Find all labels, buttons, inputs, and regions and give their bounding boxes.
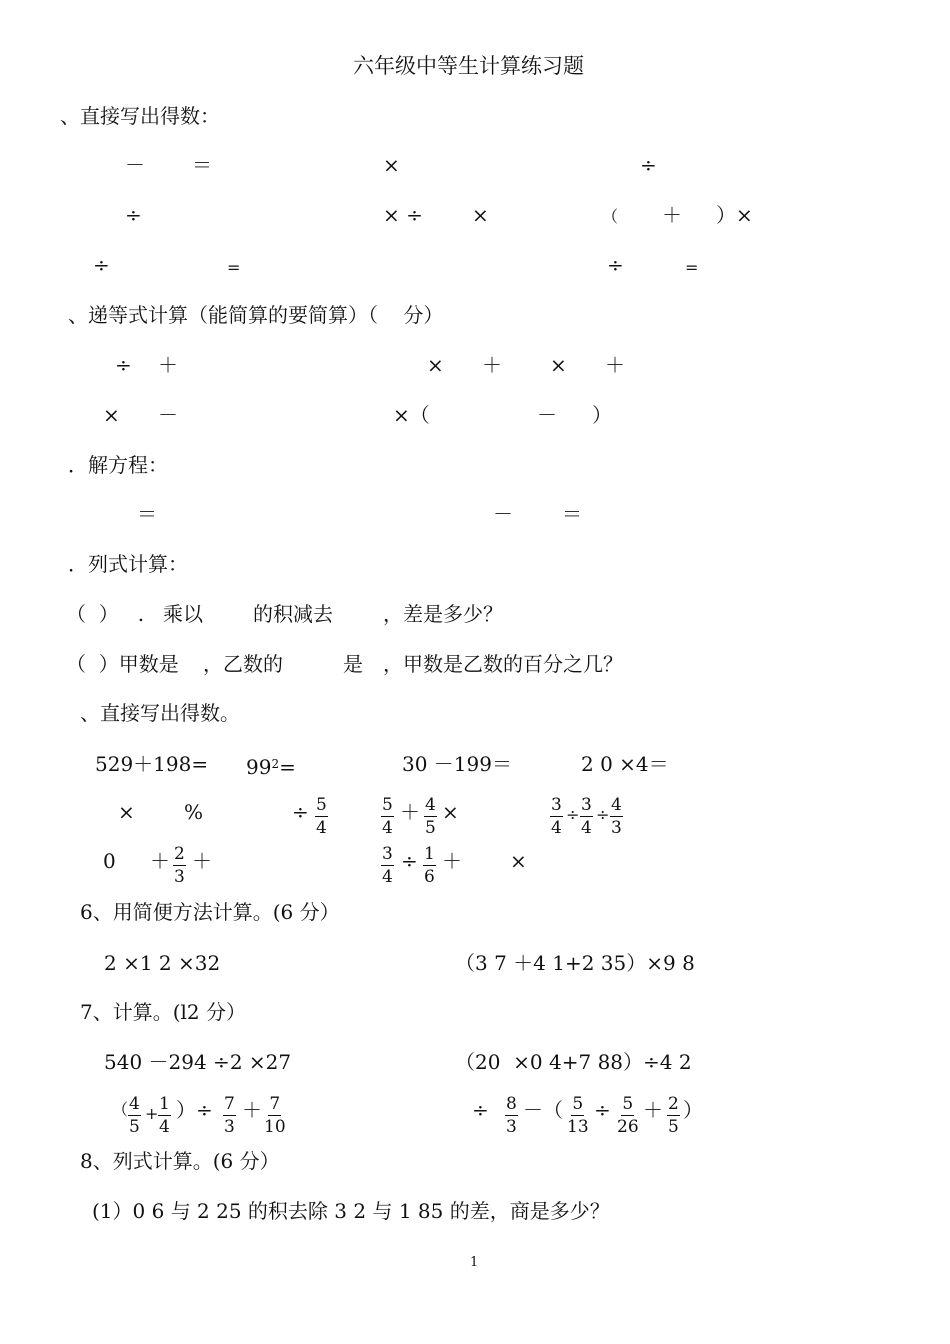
fraction: $\frac{1}{6}$ — [424, 844, 435, 887]
expr-symbol: ÷ — [640, 153, 657, 177]
fraction: $\frac{4}{5}$ — [425, 795, 436, 838]
expression: $99^2=$ — [246, 755, 296, 779]
section-8-heading: 8、列式计算。(6 分） — [80, 1149, 280, 1173]
expr-symbol: × — [103, 403, 120, 427]
fraction: $\frac{2}{5}$ — [668, 1094, 679, 1137]
expr-symbol: ＋ — [400, 800, 420, 824]
expr-symbol: ） — [592, 403, 612, 427]
section-3-heading: ．解方程： — [68, 453, 168, 477]
fraction: $\frac{4}{3}$ — [611, 795, 622, 838]
expr-symbol: －（ — [523, 1098, 563, 1122]
expr-symbol: ＋ — [192, 849, 212, 873]
expr-symbol: 0 — [103, 849, 116, 873]
expression: （20 ×0 4+7 88）÷4 2 — [455, 1050, 692, 1074]
expr-symbol: ＋ — [643, 1098, 663, 1122]
expr-symbol: （ — [602, 207, 619, 226]
fraction: $\frac{2}{3}$ — [174, 844, 185, 887]
word-problem-text: ，乙数的 — [203, 652, 283, 676]
page-number: 1 — [470, 1255, 479, 1270]
expr-symbol: ＋ — [158, 353, 178, 377]
expr-symbol: （ — [112, 1100, 129, 1119]
expr-symbol: × — [427, 353, 444, 377]
section-6-heading: 6、用简便方法计算。(6 分） — [80, 900, 340, 924]
expr-symbol: ＋ — [442, 849, 462, 873]
expr-symbol: ÷ — [566, 805, 580, 824]
fraction: $\frac{8}{3}$ — [506, 1094, 517, 1137]
expr-symbol: × — [118, 800, 135, 824]
word-problem-text: 的积减去 — [253, 602, 333, 626]
word-problem-text: （ ） . — [66, 602, 145, 626]
expr-symbol: = — [685, 258, 699, 277]
expr-symbol: ÷ — [93, 253, 110, 277]
expr-symbol: － — [158, 403, 178, 427]
expr-symbol: ×（ — [393, 403, 430, 427]
expression: 529＋198= — [95, 752, 209, 776]
expr-symbol: － — [125, 153, 145, 177]
expr-symbol: × — [550, 353, 567, 377]
expr-symbol: ＋ — [150, 849, 170, 873]
section-7-heading: 7、计算。(l2 分） — [80, 1000, 247, 1024]
expr-symbol: × — [442, 800, 459, 824]
fraction: $\frac{5}{4}$ — [382, 795, 393, 838]
expr-symbol: % — [184, 800, 204, 824]
section-4-heading: ．列式计算： — [68, 552, 188, 576]
expr-symbol: － — [537, 403, 557, 427]
expr-symbol: ＋ — [605, 353, 625, 377]
expr-symbol: － — [493, 502, 513, 526]
expr-symbol: × — [472, 203, 489, 227]
fraction: $\frac{1}{4}$ — [159, 1094, 170, 1137]
expr-symbol: ＋ — [482, 353, 502, 377]
expr-symbol: ÷ — [596, 805, 610, 824]
expression: 540 －294 ÷2 ×27 — [104, 1050, 292, 1074]
expr-symbol: ＝ — [562, 502, 582, 526]
expr-symbol: ÷ — [594, 1098, 611, 1122]
expr-symbol: ÷ — [401, 849, 418, 873]
expression: 2 ×1 2 ×32 — [104, 951, 221, 975]
expression: （3 7 ＋4 1+2 35）×9 8 — [455, 951, 695, 975]
fraction: $\frac{3}{4}$ — [581, 795, 592, 838]
fraction: $\frac{5}{13}$ — [567, 1094, 589, 1137]
expr-symbol: ÷ — [607, 253, 624, 277]
word-problem-text: ，差是多少？ — [383, 602, 503, 626]
fraction: $\frac{7}{3}$ — [224, 1094, 235, 1137]
expr-symbol: × — [510, 849, 527, 873]
word-problem-text: 是 — [343, 652, 363, 676]
expr-symbol: ÷ — [292, 800, 309, 824]
section-5-heading: 、直接写出得数。 — [80, 701, 240, 725]
section-1-heading: 、直接写出得数： — [60, 104, 220, 128]
fraction: $\frac{5}{4}$ — [316, 795, 327, 838]
section-2-heading: 、递等式计算（能简算的要简算）（ 分） — [68, 303, 444, 327]
expression: 30 －199＝ — [402, 752, 512, 776]
expr-symbol: ÷ — [472, 1098, 489, 1122]
expr-symbol: ＋ — [662, 203, 682, 227]
word-problem-text: (1）0 6 与 2 25 的积去除 3 2 与 1 85 的差，商是多少？ — [92, 1199, 610, 1223]
expr-symbol: ）÷ — [176, 1098, 213, 1122]
expr-symbol: + — [145, 1104, 159, 1123]
expr-symbol: ） — [683, 1098, 703, 1122]
fraction: $\frac{3}{4}$ — [382, 844, 393, 887]
fraction: $\frac{4}{5}$ — [129, 1094, 140, 1137]
expr-symbol: ÷ — [115, 353, 132, 377]
word-problem-text: 乘以 — [163, 602, 203, 626]
fraction: $\frac{3}{4}$ — [551, 795, 562, 838]
expr-symbol: ）× — [716, 203, 753, 227]
expr-symbol: × — [383, 153, 400, 177]
expr-symbol: ÷ — [125, 203, 142, 227]
fraction: $\frac{5}{26}$ — [617, 1094, 639, 1137]
page-title: 六年级中等生计算练习题 — [353, 54, 584, 78]
fraction: $\frac{7}{10}$ — [264, 1094, 286, 1137]
expr-symbol: × ÷ — [383, 203, 423, 227]
expr-symbol: ＝ — [137, 502, 157, 526]
word-problem-text: ，甲数是乙数的百分之几？ — [383, 652, 623, 676]
expr-symbol: ＝ — [192, 153, 212, 177]
word-problem-text: （ ）甲数是 — [66, 652, 179, 676]
expression: 2 0 ×4＝ — [581, 752, 669, 776]
expr-symbol: = — [227, 258, 241, 277]
expr-symbol: ＋ — [242, 1098, 262, 1122]
